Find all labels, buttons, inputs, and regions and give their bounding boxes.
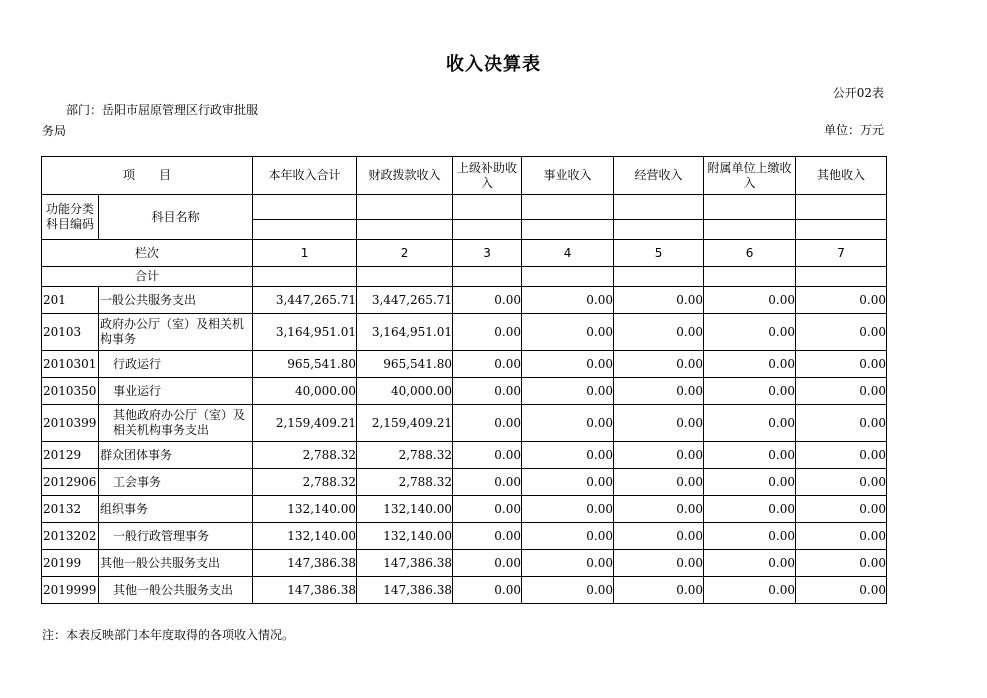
amount-cell: 2,159,409.21 (357, 405, 453, 442)
amount-cell: 0.00 (704, 442, 796, 469)
amount-cell: 0.00 (522, 577, 614, 604)
amount-cell: 0.00 (614, 469, 704, 496)
amount-cell: 2,788.32 (253, 469, 357, 496)
amount-cell: 147,386.38 (253, 577, 357, 604)
amount-cell: 132,140.00 (357, 523, 453, 550)
amount-cell: 0.00 (704, 378, 796, 405)
amount-cell: 147,386.38 (357, 550, 453, 577)
amount-cell: 0.00 (453, 496, 522, 523)
amount-cell: 0.00 (522, 287, 614, 314)
amount-cell: 0.00 (796, 550, 887, 577)
subject-code: 2010301 (42, 351, 99, 378)
blank-cell (357, 195, 453, 220)
amount-cell: 0.00 (796, 442, 887, 469)
amount-cell: 3,447,265.71 (253, 287, 357, 314)
form-number: 公开02表 (832, 86, 884, 100)
blank-cell (357, 220, 453, 240)
subject-code: 2012906 (42, 469, 99, 496)
amount-cell: 0.00 (704, 496, 796, 523)
header-col-fiscal: 财政拨款收入 (357, 157, 453, 195)
amount-cell: 0.00 (453, 469, 522, 496)
blank-cell (453, 220, 522, 240)
amount-cell: 0.00 (453, 314, 522, 351)
col-number: 3 (453, 240, 522, 267)
amount-cell: 0.00 (614, 577, 704, 604)
amount-cell: 0.00 (704, 469, 796, 496)
blank-cell (253, 195, 357, 220)
amount-cell: 0.00 (522, 442, 614, 469)
amount-cell: 0.00 (614, 405, 704, 442)
amount-cell: 132,140.00 (253, 496, 357, 523)
row-number-label: 栏次 (42, 240, 253, 267)
department-line-1: 部门：岳阳市屈原管理区行政审批服 (66, 103, 259, 117)
amount-cell: 0.00 (614, 351, 704, 378)
income-table (41, 156, 887, 604)
name-label: 科目名称 (99, 195, 253, 240)
table-row (42, 314, 887, 351)
department-line-2: 务局 (42, 124, 67, 138)
amount-cell: 132,140.00 (357, 496, 453, 523)
blank-cell (796, 267, 887, 287)
blank-cell (704, 267, 796, 287)
unit-label: 单位：万元 (823, 123, 884, 137)
blank-cell (522, 267, 614, 287)
amount-cell: 132,140.00 (253, 523, 357, 550)
code-header-row (42, 195, 887, 220)
amount-cell: 0.00 (522, 351, 614, 378)
header-col-affiliated: 附属单位上缴收入 (704, 157, 796, 195)
amount-cell: 147,386.38 (253, 550, 357, 577)
header-row (42, 157, 887, 195)
amount-cell: 965,541.80 (253, 351, 357, 378)
amount-cell: 0.00 (453, 287, 522, 314)
col-number: 1 (253, 240, 357, 267)
table-row (42, 523, 887, 550)
blank-cell (522, 220, 614, 240)
amount-cell: 0.00 (796, 469, 887, 496)
total-label: 合计 (42, 267, 253, 287)
amount-cell: 0.00 (522, 469, 614, 496)
page-title: 收入决算表 (446, 54, 541, 75)
table-row (42, 405, 887, 442)
blank-cell (253, 267, 357, 287)
blank-cell (253, 220, 357, 240)
table-note: 注：本表反映部门本年度取得的各项收入情况。 (42, 628, 295, 642)
subject-code: 2019999 (42, 577, 99, 604)
amount-cell: 0.00 (704, 351, 796, 378)
amount-cell: 0.00 (522, 496, 614, 523)
subject-name: 其他一般公共服务支出 (99, 577, 253, 604)
subject-code: 20129 (42, 442, 99, 469)
column-number-row (42, 240, 887, 267)
amount-cell: 0.00 (453, 577, 522, 604)
amount-cell: 0.00 (522, 378, 614, 405)
header-col-total: 本年收入合计 (253, 157, 357, 195)
amount-cell: 0.00 (796, 577, 887, 604)
amount-cell: 0.00 (704, 287, 796, 314)
table-row (42, 496, 887, 523)
subject-name: 一般公共服务支出 (99, 287, 253, 314)
amount-cell: 147,386.38 (357, 577, 453, 604)
amount-cell: 0.00 (704, 523, 796, 550)
blank-cell (704, 220, 796, 240)
table-row (42, 469, 887, 496)
amount-cell: 3,164,951.01 (357, 314, 453, 351)
subject-code: 201 (42, 287, 99, 314)
amount-cell: 0.00 (614, 287, 704, 314)
amount-cell: 0.00 (796, 378, 887, 405)
table-row (42, 378, 887, 405)
subject-name: 政府办公厅（室）及相关机构事务 (99, 314, 253, 351)
col-number: 4 (522, 240, 614, 267)
amount-cell: 2,159,409.21 (253, 405, 357, 442)
amount-cell: 0.00 (614, 496, 704, 523)
header-col-other: 其他收入 (796, 157, 887, 195)
blank-cell (453, 195, 522, 220)
blank-cell (614, 195, 704, 220)
subject-name: 事业运行 (99, 378, 253, 405)
amount-cell: 40,000.00 (357, 378, 453, 405)
blank-cell (357, 267, 453, 287)
blank-cell (453, 267, 522, 287)
blank-cell (796, 220, 887, 240)
amount-cell: 0.00 (453, 550, 522, 577)
department-label (42, 100, 267, 142)
subject-name: 群众团体事务 (99, 442, 253, 469)
table-row (42, 351, 887, 378)
subject-name: 工会事务 (99, 469, 253, 496)
total-row (42, 267, 887, 287)
table-row (42, 577, 887, 604)
amount-cell: 0.00 (453, 523, 522, 550)
amount-cell: 0.00 (614, 442, 704, 469)
amount-cell: 3,447,265.71 (357, 287, 453, 314)
col-number: 6 (704, 240, 796, 267)
table-row (42, 550, 887, 577)
subject-name: 行政运行 (99, 351, 253, 378)
col-number: 2 (357, 240, 453, 267)
subject-code: 2010399 (42, 405, 99, 442)
amount-cell: 0.00 (453, 405, 522, 442)
amount-cell: 0.00 (522, 523, 614, 550)
amount-cell: 3,164,951.01 (253, 314, 357, 351)
blank-cell (704, 195, 796, 220)
amount-cell: 0.00 (614, 378, 704, 405)
header-col-business: 事业收入 (522, 157, 614, 195)
subject-code: 2013202 (42, 523, 99, 550)
amount-cell: 2,788.32 (357, 469, 453, 496)
amount-cell: 0.00 (796, 351, 887, 378)
amount-cell: 2,788.32 (253, 442, 357, 469)
amount-cell: 0.00 (796, 405, 887, 442)
amount-cell: 0.00 (796, 496, 887, 523)
col-number: 7 (796, 240, 887, 267)
amount-cell: 0.00 (704, 550, 796, 577)
blank-cell (614, 220, 704, 240)
code-label: 功能分类科目编码 (42, 195, 99, 240)
subject-code: 20103 (42, 314, 99, 351)
col-number: 5 (614, 240, 704, 267)
subject-code: 20132 (42, 496, 99, 523)
blank-cell (614, 267, 704, 287)
subject-code: 20199 (42, 550, 99, 577)
amount-cell: 0.00 (614, 550, 704, 577)
amount-cell: 0.00 (704, 577, 796, 604)
header-col-operation: 经营收入 (614, 157, 704, 195)
amount-cell: 0.00 (796, 314, 887, 351)
header-col-superior: 上级补助收入 (453, 157, 522, 195)
blank-cell (522, 195, 614, 220)
header-item: 项 目 (42, 157, 253, 195)
amount-cell: 0.00 (522, 550, 614, 577)
subject-name: 一般行政管理事务 (99, 523, 253, 550)
subject-name: 其他一般公共服务支出 (99, 550, 253, 577)
amount-cell: 0.00 (522, 314, 614, 351)
amount-cell: 0.00 (453, 378, 522, 405)
amount-cell: 0.00 (796, 287, 887, 314)
amount-cell: 0.00 (704, 314, 796, 351)
blank-cell (796, 195, 887, 220)
amount-cell: 0.00 (522, 405, 614, 442)
amount-cell: 0.00 (453, 351, 522, 378)
amount-cell: 0.00 (614, 314, 704, 351)
subject-name: 其他政府办公厅（室）及相关机构事务支出 (99, 405, 253, 442)
amount-cell: 0.00 (453, 442, 522, 469)
table-row (42, 287, 887, 314)
amount-cell: 2,788.32 (357, 442, 453, 469)
table-row (42, 442, 887, 469)
amount-cell: 965,541.80 (357, 351, 453, 378)
amount-cell: 0.00 (704, 405, 796, 442)
subject-name: 组织事务 (99, 496, 253, 523)
amount-cell: 40,000.00 (253, 378, 357, 405)
amount-cell: 0.00 (796, 523, 887, 550)
subject-code: 2010350 (42, 378, 99, 405)
amount-cell: 0.00 (614, 523, 704, 550)
